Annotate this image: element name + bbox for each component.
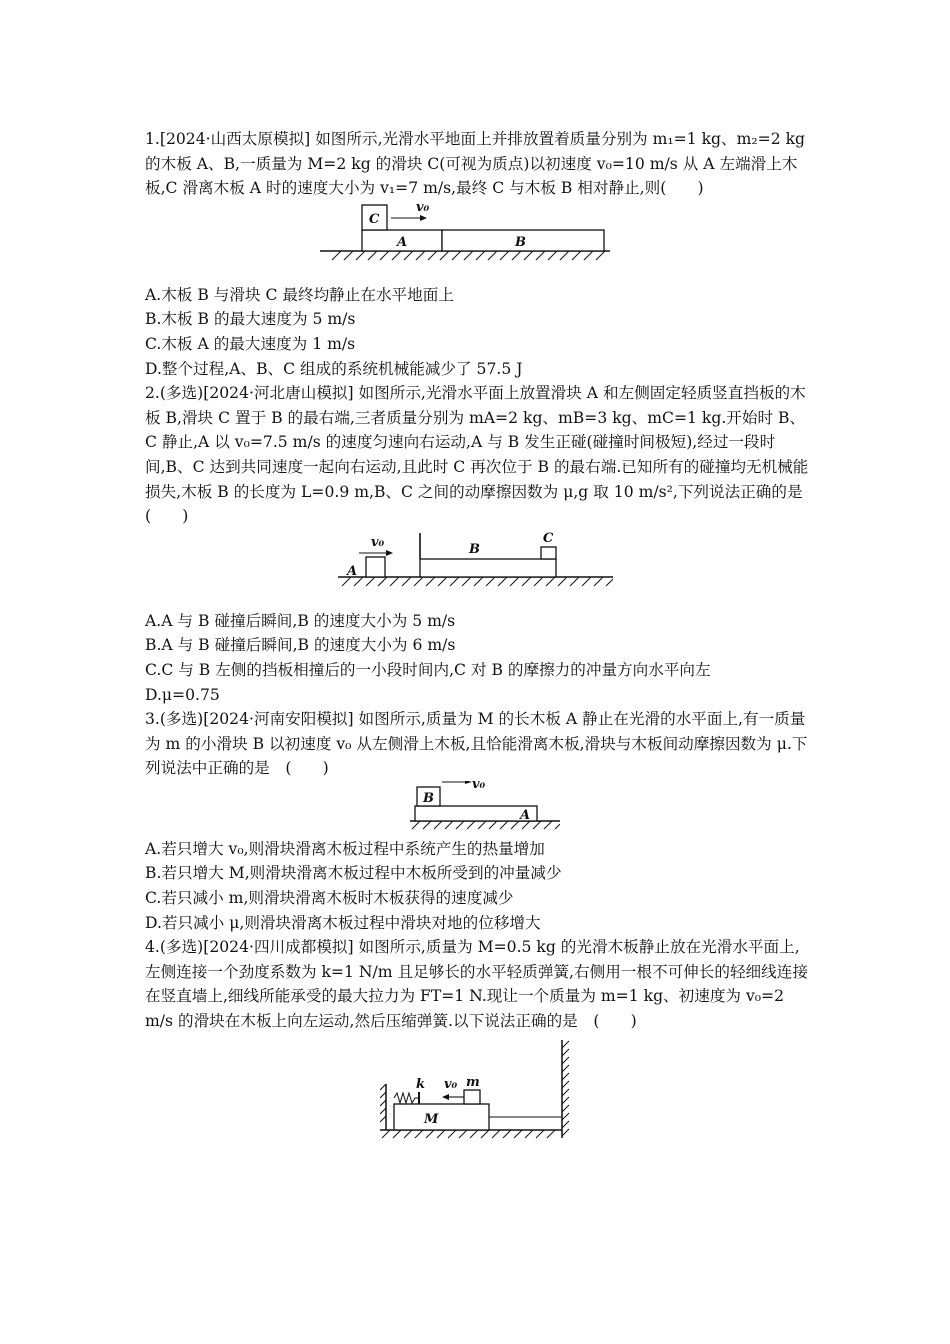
question-1-option-a: A.木板 B 与滑块 C 最终均静止在水平地面上 — [145, 285, 454, 304]
question-1-option-b: B.木板 B 的最大速度为 5 m/s — [145, 310, 356, 329]
question-1-option-c: C.木板 A 的最大速度为 1 m/s — [145, 334, 356, 353]
question-3 — [145, 707, 810, 935]
question-3-stem: 3.(多选)[2024·河南安阳模拟] 如图所示,质量为 M 的长木板 A 静止在光滑的水平面上,有一质量为 m 的小滑块 B 以初速度 v₀ 从左侧滑上木板,且恰能滑离木板,滑块与木板间动摩擦因数为 μ.下列说法中正确的是 ( ) — [145, 710, 808, 778]
board-a-label: A — [397, 234, 408, 250]
question-2-option-a: A.A 与 B 碰撞后瞬间,B 的速度大小为 5 m/s — [145, 611, 456, 630]
board-m — [394, 1104, 489, 1130]
question-4 — [145, 935, 810, 1145]
velocity-label: v₀ — [444, 1076, 458, 1092]
board-a-label: A — [520, 807, 531, 823]
block-c-label: C — [369, 211, 380, 227]
question-4-stem: 4.(多选)[2024·四川成都模拟] 如图所示,质量为 M=0.5 kg 的光滑木板静止放在光滑水平面上,左侧连接一个劲度系数为 k=1 N/m 且足够长的水平轻质弹簧,右侧用一根不可伸长的轻细线连接在竖直墙上,细线所能承受的最大拉力为 FT=1 N.现让一个质量为 m=1 kg、初速度为 v₀=2 m/s 的滑块在木板上向左运动,然后压缩弹簧.以下说法正确的是 ( ) — [145, 938, 808, 1031]
spring-label: k — [416, 1076, 426, 1092]
velocity-label: v₀ — [472, 780, 486, 792]
block-c-label: C — [543, 530, 554, 546]
board-m-label: M — [424, 1111, 439, 1127]
question-2-option-b: B.A 与 B 碰撞后瞬间,B 的速度大小为 6 m/s — [145, 636, 456, 655]
block-a — [366, 557, 385, 577]
question-2-stem: 2.(多选)[2024·河北唐山模拟] 如图所示,光滑水平面上放置滑块 A 和左侧固定轻质竖直挡板的木板 B,滑块 C 置于 B 的最右端,三者质量分别为 mA=2 kg、mB=3 kg、mC=1 kg.开始时 B、C 静止,A 以 v₀=7.5 m/s 的速度匀速向右运动,A 与 B 发生正碰(碰撞时间极短),经过一段时间,B、C 达到共同速度一起向右运动,且此时 C 再次位于 B 的最右端.已知所有的碰撞均无机械能损失,木板 B 的长度为 L=0.9 m,B、C 之间的动摩擦因数为 μ,g 取 10 m/s²,下列说法正确的是 ( ) — [145, 384, 819, 526]
question-1-option-d: D.整个过程,A、B、C 组成的系统机械能减少了 57.5 J — [145, 359, 523, 378]
question-2-option-d: D.μ=0.75 — [145, 685, 220, 704]
block-c — [541, 547, 556, 559]
question-1-figure — [145, 201, 810, 283]
block-m-label: m — [466, 1074, 480, 1090]
question-3-figure — [145, 781, 810, 837]
question-1-stem: 1.[2024·山西太原模拟] 如图所示,光滑水平地面上并排放置着质量分别为 m₁=1 kg、m₂=2 kg 的木板 A、B,一质量为 M=2 kg 的滑块 C(可视为质点)以初速度 v₀=10 m/s 从 A 左端滑上木板,C 滑离木板 A 时的速度大小为 v₁=7 m/s,最终 C 与木板 B 相对静止,则( ) — [145, 130, 806, 198]
question-3-option-c: C.若只减小 m,则滑块滑离木板时木板获得的速度减少 — [145, 889, 514, 908]
board-b-label: B — [469, 541, 480, 557]
block-a-label: A — [347, 563, 358, 579]
question-3-option-a: A.若只增大 v₀,则滑块滑离木板过程中系统产生的热量增加 — [145, 839, 545, 858]
spring — [394, 1093, 418, 1103]
question-2 — [145, 381, 819, 707]
board-b — [420, 559, 556, 577]
question-3-option-d: D.若只减小 μ,则滑块滑离木板过程中滑块对地的位移增大 — [145, 913, 541, 932]
block-m — [464, 1090, 480, 1104]
question-2-figure — [145, 529, 810, 609]
board-b-label: B — [515, 234, 526, 250]
question-1 — [145, 127, 810, 381]
velocity-label: v₀ — [416, 200, 430, 215]
question-4-figure — [145, 1040, 810, 1146]
question-3-option-b: B.若只增大 M,则滑块滑离木板过程中木板所受到的冲量减少 — [145, 864, 562, 883]
board-a — [415, 806, 537, 821]
question-page — [145, 127, 819, 1146]
question-2-option-c: C.C 与 B 左侧的挡板相撞后的一小段时间内,C 对 B 的摩擦力的冲量方向水平向左 — [145, 660, 711, 679]
block-b-label: B — [423, 790, 434, 806]
velocity-label: v₀ — [371, 534, 385, 550]
